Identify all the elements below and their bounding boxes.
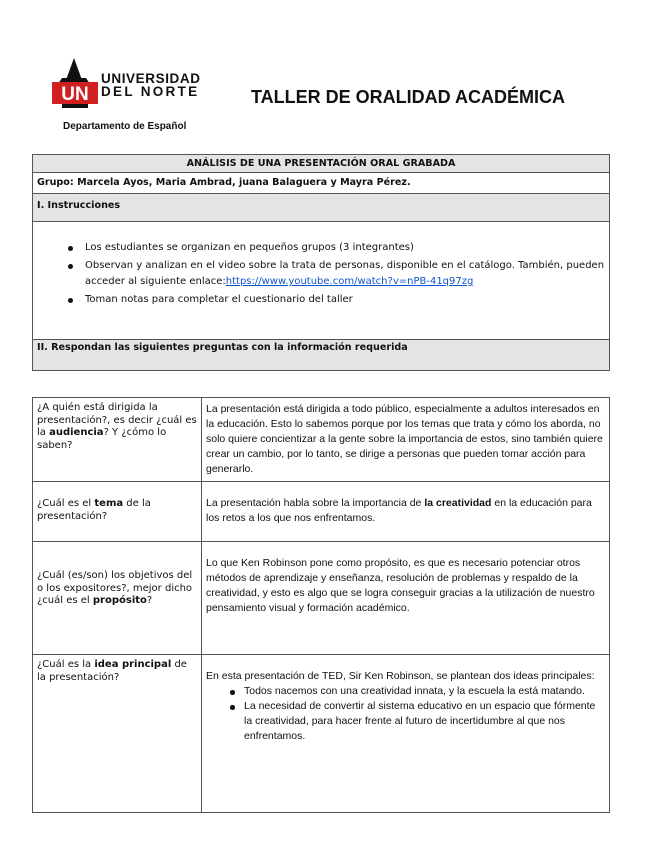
university-name-line2: DEL NORTE xyxy=(101,84,200,99)
answer-main-idea-intro: En esta presentación de TED, Sir Ken Robinson, se plantean dos ideas principales: xyxy=(206,670,595,682)
instructions-list xyxy=(33,222,609,340)
university-name xyxy=(101,72,201,98)
question-topic: ¿Cuál es el tema de la presentación? xyxy=(33,482,202,542)
instruction-item: Observan y analizan en el video sobre la trata de personas, disponible en el catálogo. También, pueden acceder al siguiente enlace:https://www.youtube.com/watch?v=nPB-41q97zg xyxy=(85,258,609,290)
questions-table xyxy=(32,397,610,813)
university-logo xyxy=(52,58,222,138)
instruction-item: Los estudiantes se organizan en pequeños grupos (3 integrantes) xyxy=(85,240,609,256)
section-questions-title: II. Respondan las siguientes preguntas con la información requerida xyxy=(33,340,609,370)
video-link[interactable]: https://www.youtube.com/watch?v=nPB-41q97zg xyxy=(225,276,474,287)
answer-topic: La presentación habla sobre la importancia de la creatividad en la educación para los retos a los que nos enfrentamos. xyxy=(202,482,610,542)
question-main-idea: ¿Cuál es la idea principal de la presentación? xyxy=(33,655,202,813)
question-purpose: ¿Cuál (es/son) los objetivos del o los expositores?, mejor dicho ¿cuál es el propósito? xyxy=(33,542,202,655)
document-title: TALLER DE ORALIDAD ACADÉMICA xyxy=(251,87,565,107)
logo-emblem xyxy=(52,58,100,114)
table-row xyxy=(33,482,610,542)
table-row xyxy=(33,655,610,813)
analysis-box xyxy=(32,154,610,371)
analysis-heading: ANÁLISIS DE UNA PRESENTACIÓN ORAL GRABADA xyxy=(33,155,609,173)
section-instructions-title: I. Instrucciones xyxy=(33,194,609,222)
question-audience: ¿A quién está dirigida la presentación?, es decir ¿cuál es la audiencia? Y ¿cómo lo saben? xyxy=(33,398,202,482)
table-row xyxy=(33,542,610,655)
logo-initials: UN xyxy=(61,84,89,105)
instruction-item: Toman notas para completar el cuestionario del taller xyxy=(85,292,609,308)
table-row xyxy=(33,398,610,482)
group-members: Grupo: Marcela Ayos, Maria Ambrad, juana Balaguera y Mayra Pérez. xyxy=(33,173,609,194)
answer-main-idea xyxy=(202,655,610,813)
university-name-line1: UNIVERSIDAD xyxy=(101,71,201,86)
list-item: Todos nacemos con una creatividad innata, y la escuela la está matando. xyxy=(244,684,605,699)
answer-purpose: Lo que Ken Robinson pone como propósito, es que es necesario potenciar otros métodos de aprendizaje y enseñanza, resolución de problemas y respaldo de la creatividad, y esto es algo que se logra conseguir gracias a la utilización de nuestro pensamiento visual y formación académico. xyxy=(202,542,610,655)
department-name: Departamento de Español xyxy=(63,121,187,132)
list-item: La necesidad de convertir al sistema educativo en un espacio que fórmente la creatividad, para hacer frente al futuro de incertidumbre al que nos enfrentamos. xyxy=(244,699,605,744)
answer-audience: La presentación está dirigida a todo público, especialmente a adultos interesados en la educación. Esto lo sabemos porque por los temas que trata y cómo los aborda, no solo quiere concientizar a la gente sobre la importancia de estos, sino también quiere crear un cambio, por lo tanto, se dirige a personas que pueden tomar acción para generarlo. xyxy=(202,398,610,482)
